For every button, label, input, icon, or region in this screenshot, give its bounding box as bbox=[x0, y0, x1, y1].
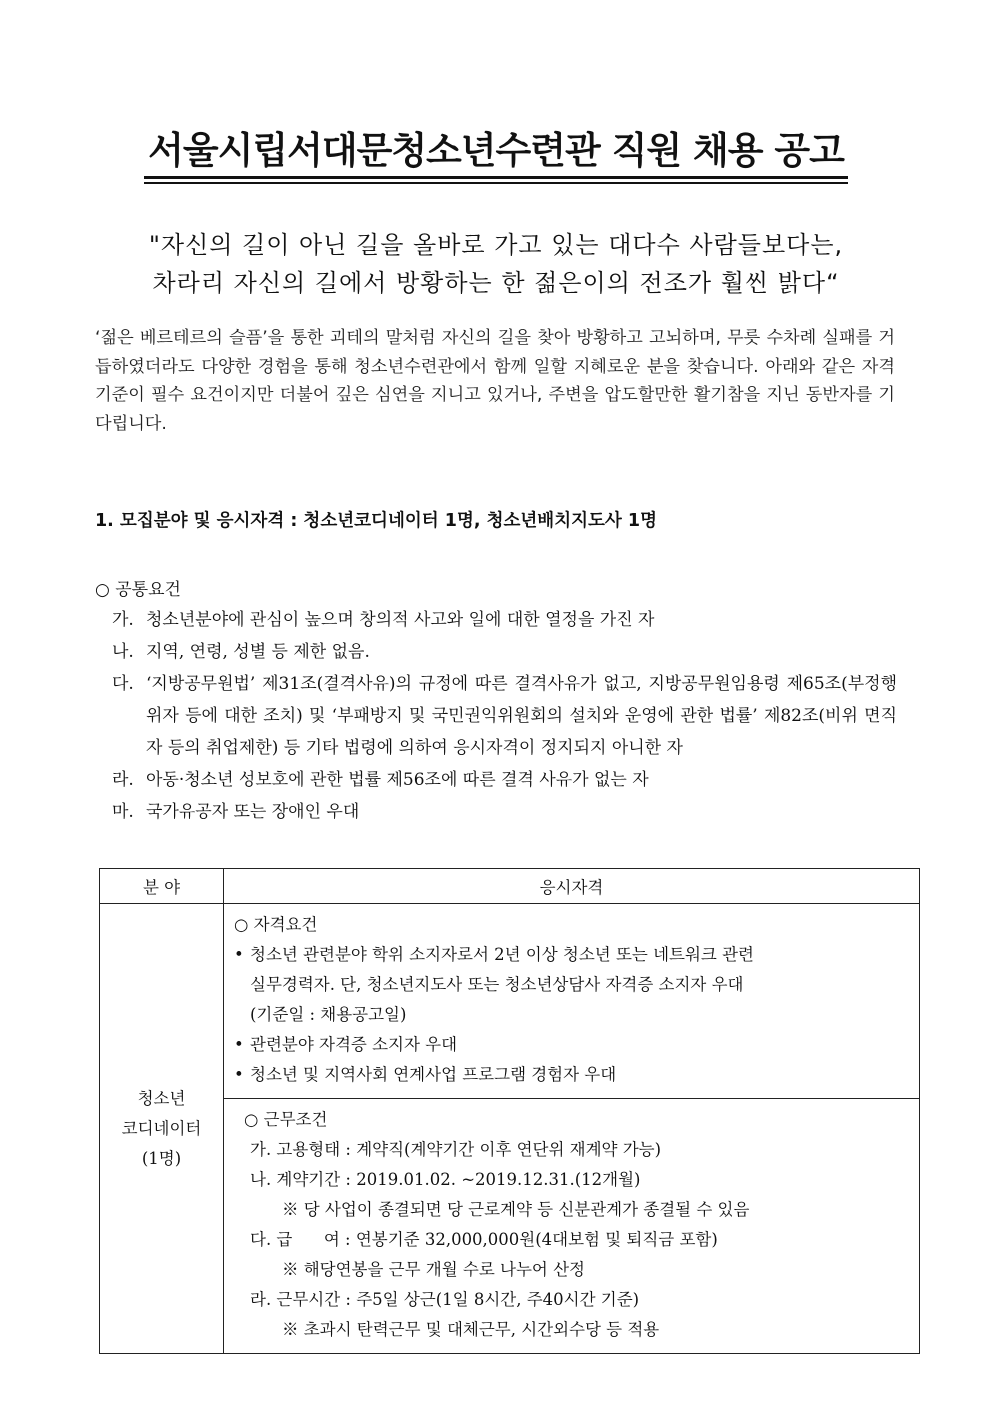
requirement-mark: 라. bbox=[112, 770, 134, 790]
bullet-2-text: 관련분야 자격증 소지자 우대 bbox=[250, 1035, 458, 1054]
requirement-item bbox=[112, 796, 897, 828]
requirement-text: 청소년분야에 관심이 높으며 창의적 사고와 일에 대한 열정을 가진 자 bbox=[146, 610, 655, 630]
conditions-heading: ○ 근무조건 bbox=[244, 1110, 328, 1129]
bullet-3-text: 청소년 및 지역사회 연계사업 프로그램 경험자 우대 bbox=[250, 1065, 617, 1084]
requirement-mark: 마. bbox=[112, 802, 134, 822]
section-1-heading: 1. 모집분야 및 응시자격 : 청소년코디네이터 1명, 청소년배치지도사 1명 bbox=[95, 511, 657, 531]
page-title: 서울시립서대문청소년수련관 직원 채용 공고 bbox=[144, 120, 848, 179]
condition-salary-note: ※ 해당연봉을 근무 개월 수로 나누어 산정 bbox=[282, 1260, 585, 1279]
qualification-block bbox=[224, 904, 919, 1098]
quote-line-1: "자신의 길이 아닌 길을 올바로 가고 있는 대다수 사람들보다는, bbox=[148, 231, 844, 259]
condition-contract-note: ※ 당 사업이 종결되면 당 근로계약 등 신분관계가 종결될 수 있음 bbox=[282, 1200, 750, 1219]
bullet-1-line-1: 청소년 관련분야 학위 소지자로서 2년 이상 청소년 또는 네트워크 관련 bbox=[250, 945, 754, 964]
quote-block bbox=[0, 226, 992, 302]
qualification-bullet-1 bbox=[224, 940, 919, 1030]
field-name-line-1: 청소년 bbox=[137, 1088, 186, 1108]
intro-paragraph: ‘젊은 베르테르의 슬픔’을 통한 괴테의 말처럼 자신의 길을 찾아 방황하고 고뇌하며, 무릇 수차례 실패를 거듭하였더라도 다양한 경험을 통해 청소년수련관에서 함께 일할 지혜로운 분을 찾습니다. 아래와 같은 자격기준이 필수 요건이지만 더불어 깊은 심연을 지니고 있거나, 주변을 압도할만한 활기참을 지닌 동반자를 기다립니다. bbox=[95, 328, 895, 434]
condition-salary: 다. 급 여 : 연봉기준 32,000,000원(4대보험 및 퇴직금 포함) bbox=[250, 1230, 718, 1249]
qualification-heading: ○ 자격요건 bbox=[234, 915, 318, 934]
page-title-wrapper bbox=[0, 120, 992, 179]
header-field: 분 야 bbox=[100, 869, 224, 904]
condition-employment-type: 가. 고용형태 : 계약직(계약기간 이후 연단위 재계약 가능) bbox=[250, 1140, 662, 1159]
header-qualification: 응시자격 bbox=[224, 869, 920, 904]
requirement-item bbox=[112, 604, 897, 636]
field-name-line-2: 코디네이터 bbox=[121, 1118, 202, 1138]
requirement-mark: 가. bbox=[112, 610, 134, 630]
requirements-list bbox=[112, 604, 897, 828]
requirement-mark: 나. bbox=[112, 642, 134, 662]
qualification-bullet-2 bbox=[224, 1030, 919, 1060]
bullet-1-line-3: (기준일 : 채용공고일) bbox=[250, 1005, 407, 1024]
qualification-bullet-3 bbox=[224, 1060, 919, 1090]
condition-working-hours-note: ※ 초과시 탄력근무 및 대체근무, 시간외수당 등 적용 bbox=[282, 1320, 660, 1339]
bullet-1-line-2: 실무경력자. 단, 청소년지도사 또는 청소년상담사 자격증 소지자 우대 bbox=[250, 975, 744, 994]
requirement-text: ‘지방공무원법’ 제31조(결격사유)의 규정에 따른 결격사유가 없고, 지방공무원임용령 제65조(부정행위자 등에 대한 조치) 및 ‘부패방지 및 국민권익위원회의 설치와 운영에 관한 법률’ 제82조(비위 면직자 등의 취업제한) 등 기타 법령에 의하여 응시자격이 정지되지 아니한 자 bbox=[146, 674, 897, 758]
requirement-text: 아동·청소년 성보호에 관한 법률 제56조에 따른 결격 사유가 없는 자 bbox=[146, 770, 649, 790]
requirement-text: 지역, 연령, 성별 등 제한 없음. bbox=[146, 642, 370, 662]
bullet-icon: • bbox=[234, 945, 244, 964]
common-requirements-label: ○ 공통요건 bbox=[95, 580, 181, 600]
requirement-item bbox=[112, 764, 897, 796]
condition-working-hours: 라. 근무시간 : 주5일 상근(1일 8시간, 주40시간 기준) bbox=[250, 1290, 640, 1309]
qualification-cell bbox=[224, 904, 920, 1099]
conditions-block bbox=[224, 1099, 919, 1353]
table-row bbox=[100, 904, 920, 1099]
quote-line-2: 차라리 자신의 길에서 방황하는 한 젊은이의 전조가 훨씬 밝다“ bbox=[152, 269, 840, 297]
requirement-text: 국가유공자 또는 장애인 우대 bbox=[146, 802, 360, 822]
conditions-cell bbox=[224, 1099, 920, 1354]
requirement-mark: 다. bbox=[112, 674, 134, 694]
bullet-icon: • bbox=[234, 1035, 244, 1054]
table-header-row bbox=[100, 869, 920, 904]
field-cell bbox=[100, 904, 224, 1354]
qualification-table bbox=[99, 868, 920, 1354]
bullet-icon: • bbox=[234, 1065, 244, 1084]
requirement-item bbox=[112, 668, 897, 764]
requirement-item bbox=[112, 636, 897, 668]
field-count: (1명) bbox=[141, 1148, 182, 1168]
condition-contract-period: 나. 계약기간 : 2019.01.02. ~2019.12.31.(12개월) bbox=[250, 1170, 641, 1189]
